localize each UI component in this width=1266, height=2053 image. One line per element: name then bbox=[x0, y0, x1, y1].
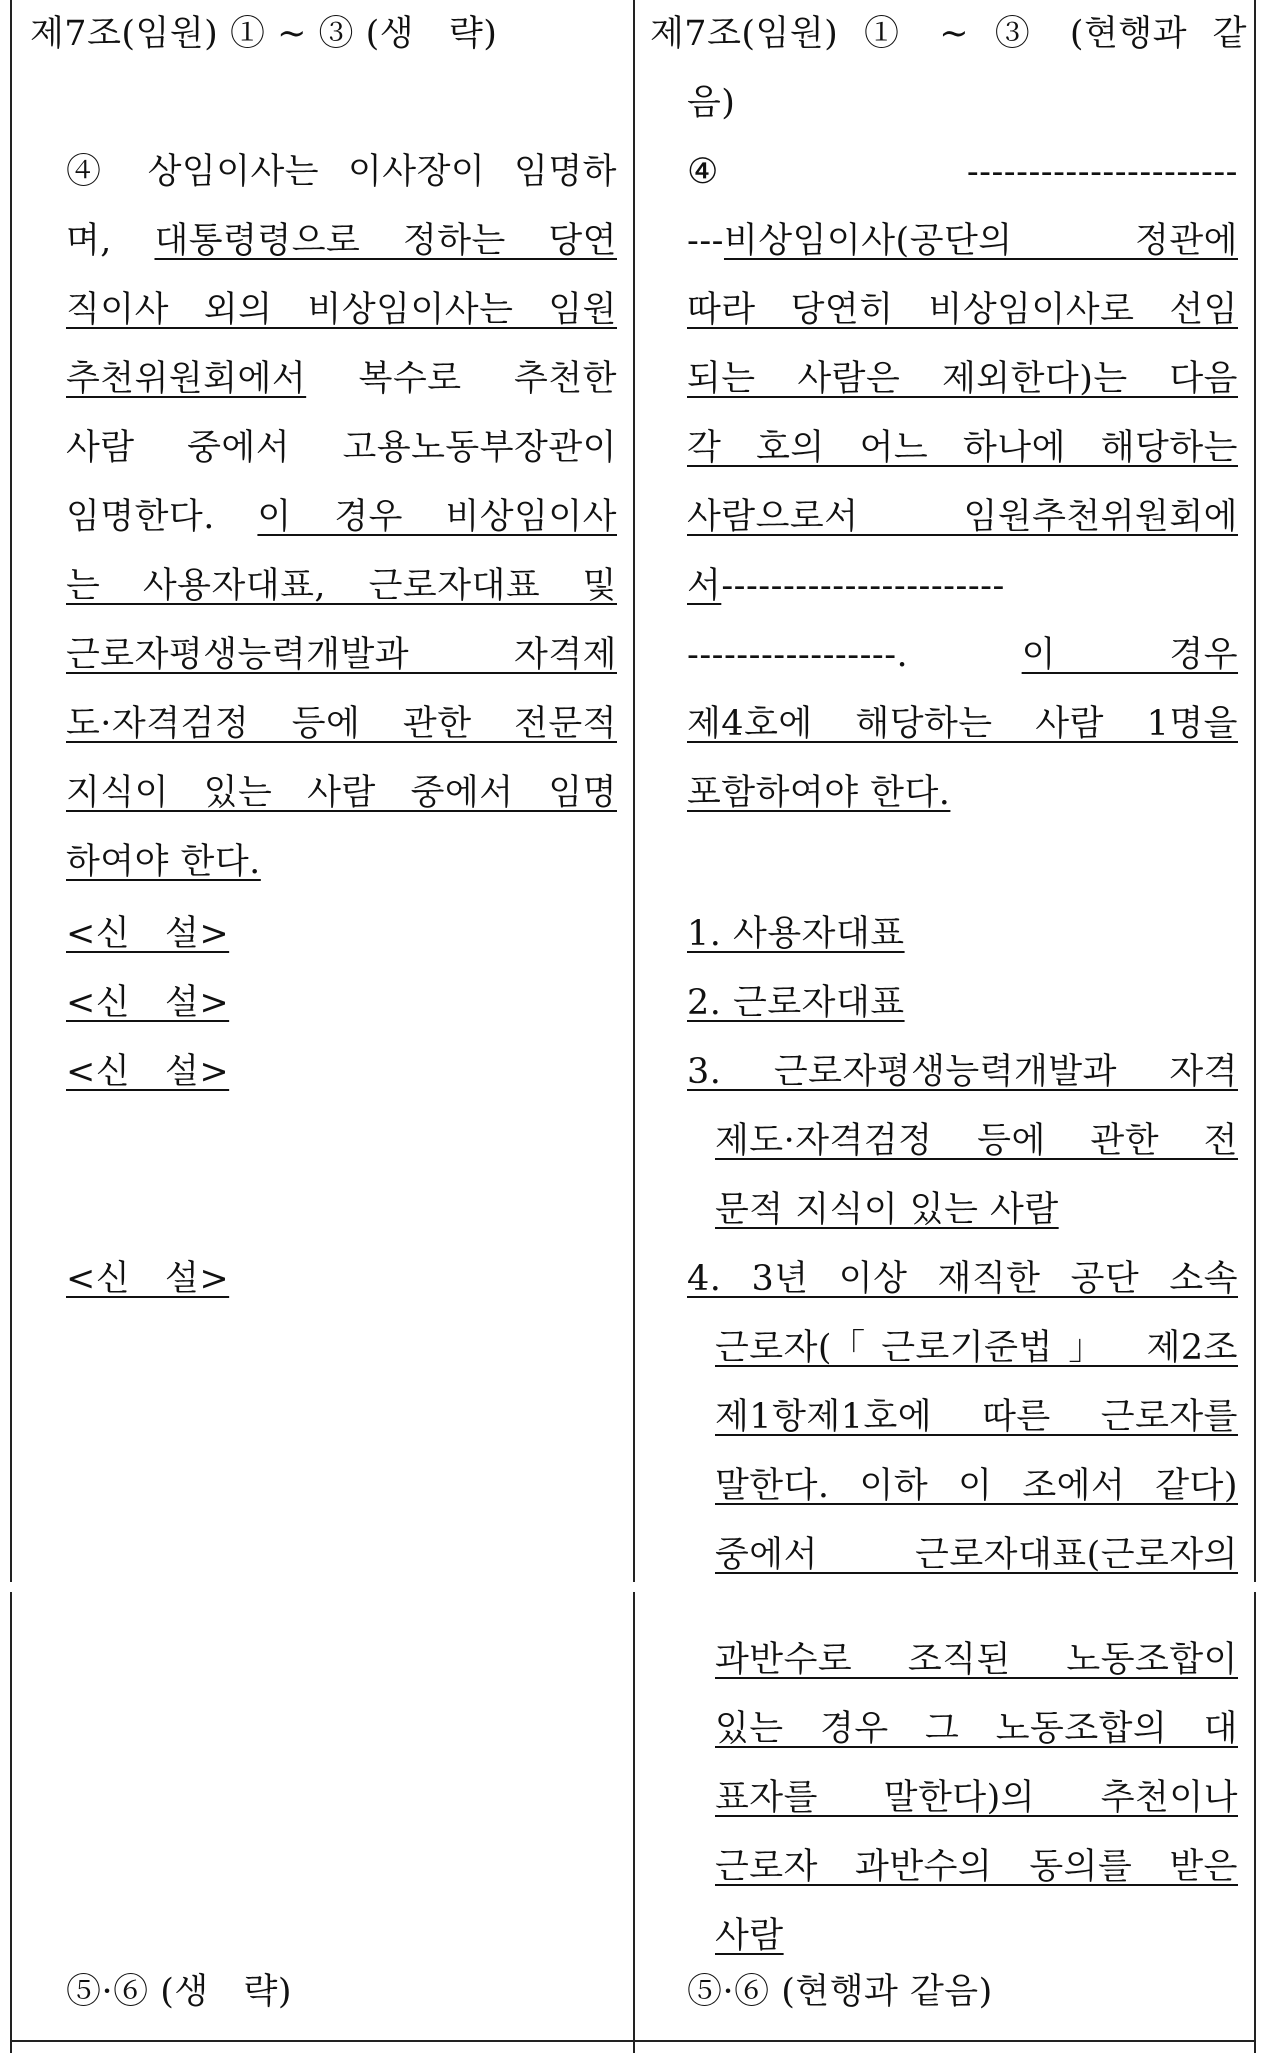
item-text: 근로자 과반수의 동의를 받은 bbox=[715, 1847, 1238, 1887]
underlined-text: 이 경우 bbox=[1021, 635, 1239, 675]
right-para-4-line bbox=[687, 276, 1238, 345]
left-para-4-line bbox=[66, 552, 617, 621]
item-text: 과반수로 조직된 노동조합이 bbox=[715, 1640, 1238, 1680]
right-para-4-line bbox=[687, 483, 1238, 552]
underlined-text: 추천위원회에서 bbox=[66, 359, 307, 399]
left-para-4-line bbox=[66, 621, 617, 690]
right-para-4-line bbox=[687, 345, 1238, 414]
right-para-4-line bbox=[687, 621, 1238, 690]
plain-text: 임명한다. bbox=[66, 497, 258, 537]
plain-text: ----------------------- bbox=[721, 566, 1005, 606]
right-item-line bbox=[715, 1695, 1238, 1764]
item-text: 중에서 근로자대표(근로자의 bbox=[715, 1535, 1238, 1575]
underlined-text: 사람으로서 임원추천위원회에 bbox=[687, 497, 1238, 537]
item-text: 표자를 말한다)의 추천이나 bbox=[715, 1778, 1238, 1818]
left-para-4-line bbox=[66, 828, 617, 897]
new-item-label: <신 설> bbox=[66, 983, 230, 1023]
item-text: 2. 근로자대표 bbox=[687, 983, 905, 1023]
right-item-line bbox=[715, 1107, 1238, 1176]
underlined-text: 직이사 외의 비상임이사는 임원 bbox=[66, 290, 617, 330]
underlined-text: 따라 당연히 비상임이사로 선임 bbox=[687, 290, 1238, 330]
left-para-4-line bbox=[66, 690, 617, 759]
underlined-text: 지식이 있는 사람 중에서 임명 bbox=[66, 773, 617, 813]
right-item-line bbox=[687, 1245, 1238, 1314]
underlined-text: 되는 사람은 제외한다)는 다음 bbox=[687, 359, 1238, 399]
right-item-line bbox=[687, 1038, 1238, 1107]
right-item-line bbox=[715, 1452, 1238, 1521]
new-item-label: <신 설> bbox=[66, 1052, 230, 1092]
new-item-label: <신 설> bbox=[66, 1259, 230, 1299]
left-new-item bbox=[66, 1038, 229, 1107]
underlined-text: 서 bbox=[687, 566, 722, 606]
plain-text: 복수로 추천한 bbox=[306, 359, 617, 399]
left-new-item bbox=[66, 969, 229, 1038]
left-new-item bbox=[66, 1245, 229, 1314]
item-text: 1. 사용자대표 bbox=[687, 914, 905, 954]
right-item-line bbox=[715, 1626, 1238, 1695]
right-item-line bbox=[715, 1314, 1238, 1383]
item-text: 제도·자격검정 등에 관한 전 bbox=[715, 1121, 1238, 1161]
table-right-border bbox=[1254, 0, 1256, 1582]
plain-text: 사람 중에서 고용노동부장관이 bbox=[66, 428, 617, 468]
underlined-text: 는 사용자대표, 근로자대표 및 bbox=[66, 566, 617, 606]
right-item-line bbox=[687, 900, 905, 969]
left-para-1-3: 제7조(임원) ① ~ ③ (생 략) bbox=[30, 14, 498, 54]
item-text: 3. 근로자평생능력개발과 자격 bbox=[687, 1052, 1238, 1092]
underlined-text: 제4호에 해당하는 사람 1명을 bbox=[687, 704, 1238, 744]
underlined-text: 비상임이사(공단의 정관에 bbox=[723, 221, 1238, 261]
left-para-4-line bbox=[66, 483, 617, 552]
new-item-label: <신 설> bbox=[66, 914, 230, 954]
right-item-line bbox=[687, 969, 905, 1038]
underlined-text: 이 경우 비상임이사 bbox=[257, 497, 617, 537]
underlined-text: 대통령령으로 정하는 당연 bbox=[154, 221, 617, 261]
left-para-4-line bbox=[66, 207, 617, 276]
left-para-4-line bbox=[66, 345, 617, 414]
item-text: 말한다. 이하 이 조에서 같다) bbox=[715, 1466, 1238, 1506]
plain-text: ④ ---------------------- bbox=[687, 152, 1238, 192]
right-item-line bbox=[715, 1383, 1238, 1452]
left-para-4-line bbox=[66, 276, 617, 345]
item-text: 있는 경우 그 노동조합의 대 bbox=[715, 1709, 1238, 1749]
right-para-5-6: ⑤·⑥ (현행과 같음) bbox=[687, 1972, 993, 2012]
plain-text: ④ 상임이사는 이사장이 임명하 bbox=[66, 152, 617, 192]
underlined-text: 도·자격검정 등에 관한 전문적 bbox=[66, 704, 617, 744]
item-text: 문적 지식이 있는 사람 bbox=[715, 1190, 1059, 1230]
left-para-4-line bbox=[66, 138, 617, 207]
right-para-4-line bbox=[687, 552, 1238, 621]
item-text: 근로자(「근로기준법」 제2조 bbox=[715, 1328, 1238, 1368]
table-right-border-lower bbox=[1254, 1592, 1256, 2053]
item-text: 사람 bbox=[715, 1916, 784, 1956]
left-para-4-line bbox=[66, 759, 617, 828]
right-para-4-line bbox=[687, 690, 1238, 759]
right-item-line bbox=[715, 1833, 1238, 1902]
plain-text: -----------------. bbox=[687, 635, 1022, 675]
item-text: 4. 3년 이상 재직한 공단 소속 bbox=[687, 1259, 1238, 1299]
right-para-1-3-line: 음) bbox=[687, 83, 736, 123]
revised-text-column bbox=[635, 0, 1254, 2053]
plain-text: 며, bbox=[66, 221, 155, 261]
left-para-5-6: ⑤·⑥ (생 략) bbox=[66, 1972, 293, 2012]
left-new-item bbox=[66, 900, 229, 969]
right-item-line bbox=[715, 1521, 1238, 1590]
underlined-text: 각 호의 어느 하나에 해당하는 bbox=[687, 428, 1238, 468]
right-item-line bbox=[715, 1176, 1059, 1245]
plain-text: --- bbox=[687, 221, 724, 261]
right-para-4-line bbox=[687, 414, 1238, 483]
item-text: 제1항제1호에 따른 근로자를 bbox=[715, 1397, 1238, 1437]
right-para-4-line bbox=[687, 759, 1238, 828]
right-para-4-line bbox=[687, 207, 1238, 276]
underlined-text: 포함하여야 한다. bbox=[687, 773, 951, 813]
right-para-4-line bbox=[687, 138, 1238, 207]
left-para-4-line bbox=[66, 414, 617, 483]
underlined-text: 근로자평생능력개발과 자격제 bbox=[66, 635, 617, 675]
right-para-1-3-line: 제7조(임원) ① ~ ③ (현행과 같 bbox=[650, 14, 1247, 54]
right-item-line bbox=[715, 1764, 1238, 1833]
underlined-text: 하여야 한다. bbox=[66, 842, 261, 882]
